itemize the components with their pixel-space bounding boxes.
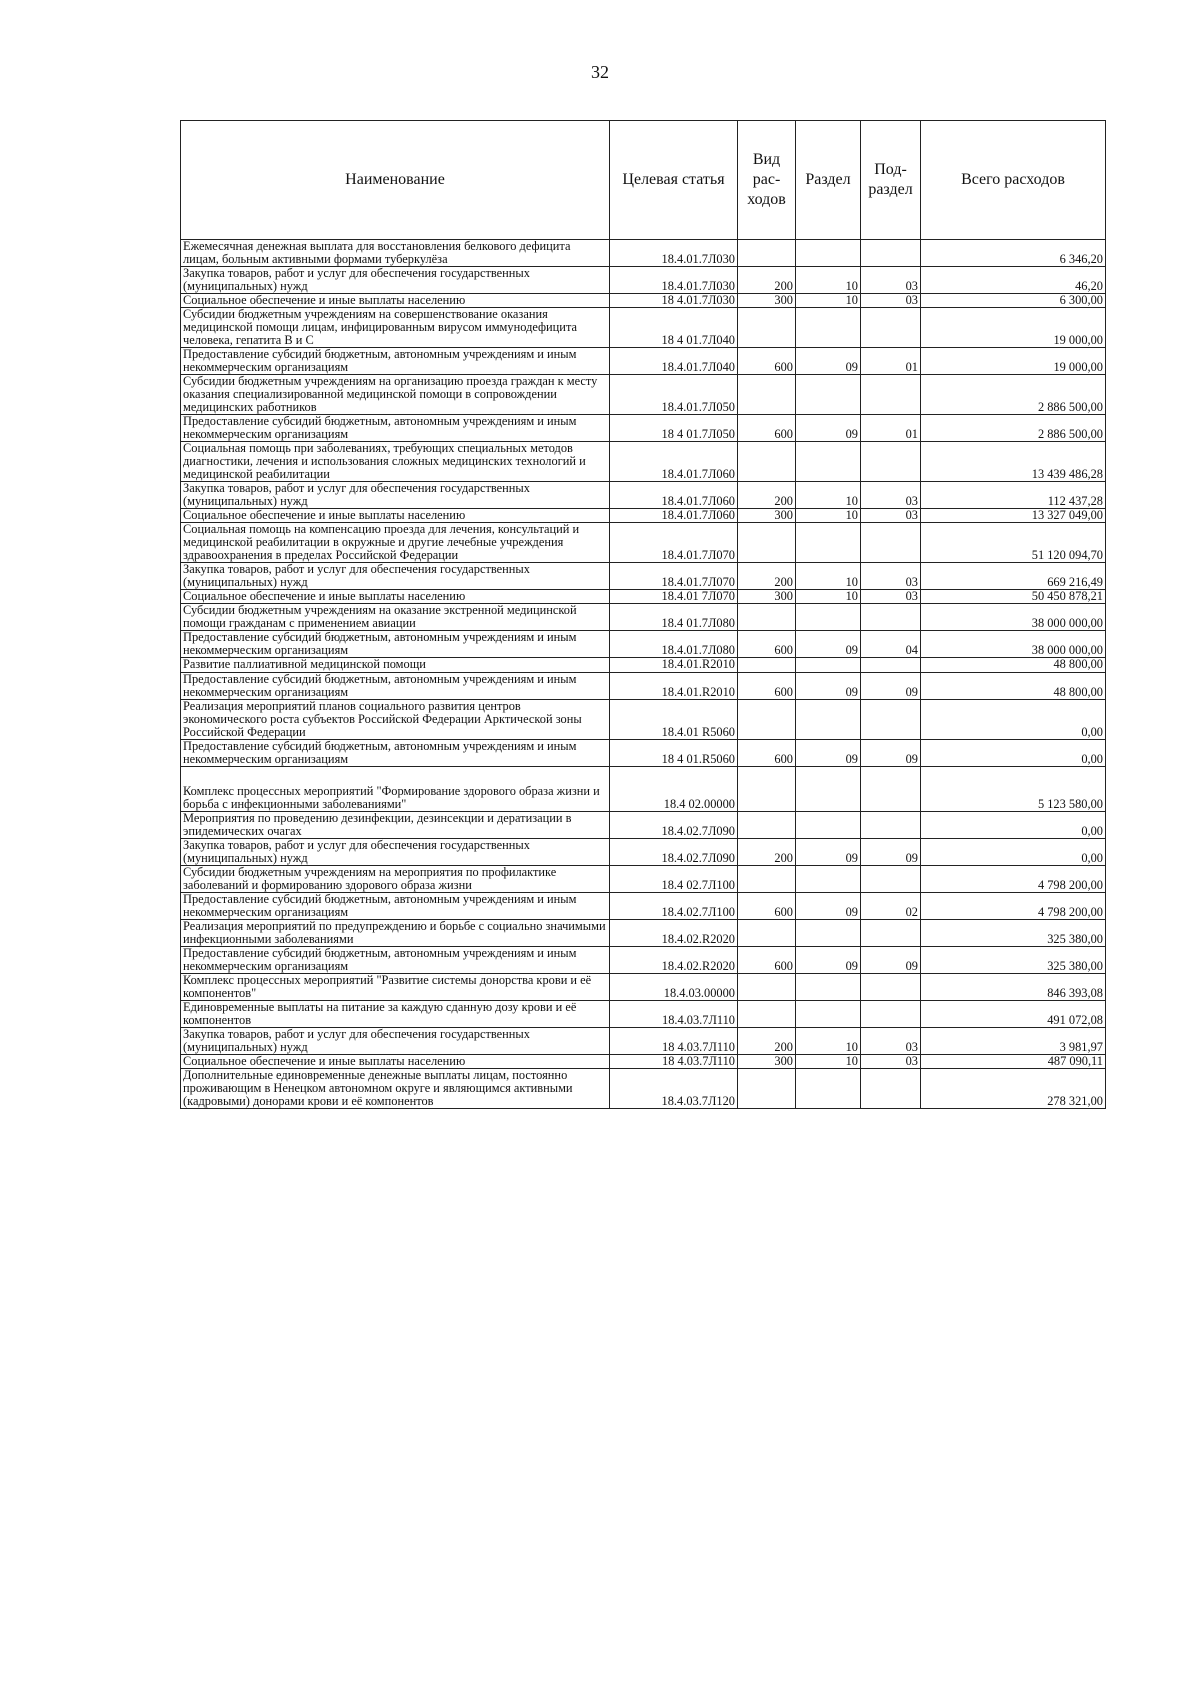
row-name-cell: Предоставление субсидий бюджетным, автономным учреждениям и иным некоммерческим организациям bbox=[181, 672, 610, 699]
table-row bbox=[181, 1054, 1106, 1068]
row-code-cell: 18.4.01.7Л060 bbox=[610, 482, 738, 509]
row-code-cell: 18.4 02.7Л100 bbox=[610, 865, 738, 892]
row-name-cell: Социальное обеспечение и иные выплаты населению bbox=[181, 294, 610, 308]
row-code-cell: 18 4.03.7Л110 bbox=[610, 1054, 738, 1068]
table-row bbox=[181, 699, 1106, 739]
table-header bbox=[181, 121, 1106, 240]
row-name-cell: Социальное обеспечение и иные выплаты населению bbox=[181, 509, 610, 523]
row-total-cell: 487 090,11 bbox=[921, 1054, 1106, 1068]
row-podrazdel-cell bbox=[861, 240, 921, 267]
table-row bbox=[181, 946, 1106, 973]
row-name-cell: Предоставление субсидий бюджетным, автономным учреждениям и иным некоммерческим организациям bbox=[181, 348, 610, 375]
row-name-cell: Социальное обеспечение и иные выплаты населению bbox=[181, 590, 610, 604]
row-code-cell: 18.4.01.7Л060 bbox=[610, 509, 738, 523]
row-vid-cell bbox=[738, 811, 796, 838]
row-vid-cell bbox=[738, 240, 796, 267]
row-razdel-cell bbox=[796, 973, 861, 1000]
row-razdel-cell: 09 bbox=[796, 348, 861, 375]
table-row bbox=[181, 240, 1106, 267]
header-vid-line3: ходов bbox=[747, 191, 786, 208]
row-razdel-cell bbox=[796, 919, 861, 946]
row-razdel-cell: 10 bbox=[796, 482, 861, 509]
row-vid-cell: 600 bbox=[738, 672, 796, 699]
row-razdel-cell bbox=[796, 699, 861, 739]
row-total-cell: 2 886 500,00 bbox=[921, 415, 1106, 442]
row-name-cell: Социальное обеспечение и иные выплаты населению bbox=[181, 1054, 610, 1068]
row-razdel-cell: 09 bbox=[796, 946, 861, 973]
row-name-cell: Предоставление субсидий бюджетным, автономным учреждениям и иным некоммерческим организациям bbox=[181, 946, 610, 973]
row-razdel-cell bbox=[796, 375, 861, 415]
table-body bbox=[181, 240, 1106, 1109]
row-total-cell: 0,00 bbox=[921, 739, 1106, 766]
table-row bbox=[181, 590, 1106, 604]
row-vid-cell: 600 bbox=[738, 946, 796, 973]
row-total-cell: 46,20 bbox=[921, 267, 1106, 294]
row-vid-cell: 600 bbox=[738, 739, 796, 766]
row-total-cell: 0,00 bbox=[921, 699, 1106, 739]
row-vid-cell bbox=[738, 375, 796, 415]
row-total-cell: 6 346,20 bbox=[921, 240, 1106, 267]
row-razdel-cell: 10 bbox=[796, 509, 861, 523]
row-name-cell: Закупка товаров, работ и услуг для обеспечения государственных (муниципальных) нужд bbox=[181, 838, 610, 865]
row-code-cell: 18 4 01.7Л040 bbox=[610, 308, 738, 348]
row-code-cell: 18.4.01.7Л040 bbox=[610, 348, 738, 375]
row-vid-cell: 600 bbox=[738, 348, 796, 375]
row-total-cell: 19 000,00 bbox=[921, 308, 1106, 348]
table-row bbox=[181, 1068, 1106, 1108]
row-code-cell: 18.4.02.R2020 bbox=[610, 946, 738, 973]
row-podrazdel-cell: 03 bbox=[861, 590, 921, 604]
row-vid-cell: 300 bbox=[738, 590, 796, 604]
row-razdel-cell bbox=[796, 240, 861, 267]
row-vid-cell bbox=[738, 523, 796, 563]
row-total-cell: 3 981,97 bbox=[921, 1027, 1106, 1054]
table-row bbox=[181, 563, 1106, 590]
row-podrazdel-cell bbox=[861, 973, 921, 1000]
table-row bbox=[181, 1027, 1106, 1054]
row-vid-cell bbox=[738, 919, 796, 946]
row-podrazdel-cell: 03 bbox=[861, 294, 921, 308]
header-podrazdel-line2: раздел bbox=[868, 181, 913, 198]
table-row bbox=[181, 482, 1106, 509]
row-code-cell: 18.4.01.7Л080 bbox=[610, 631, 738, 658]
row-name-cell: Субсидии бюджетным учреждениям на совершенствование оказания медицинской помощи лицам, инфицированным вирусом иммунодефицита человека, гепатита В и С bbox=[181, 308, 610, 348]
table-row bbox=[181, 838, 1106, 865]
header-total: Всего расходов bbox=[921, 121, 1106, 240]
row-total-cell: 38 000 000,00 bbox=[921, 604, 1106, 631]
row-total-cell: 325 380,00 bbox=[921, 946, 1106, 973]
row-razdel-cell: 09 bbox=[796, 892, 861, 919]
row-razdel-cell: 10 bbox=[796, 1054, 861, 1068]
row-podrazdel-cell bbox=[861, 523, 921, 563]
row-vid-cell: 300 bbox=[738, 1054, 796, 1068]
row-vid-cell: 200 bbox=[738, 482, 796, 509]
row-podrazdel-cell bbox=[861, 658, 921, 672]
row-name-cell: Реализация мероприятий по предупреждению и борьбе с социально значимыми инфекционными заболеваниями bbox=[181, 919, 610, 946]
table-row bbox=[181, 1000, 1106, 1027]
header-podrazdel-line1: Под- bbox=[874, 161, 907, 178]
row-total-cell: 19 000,00 bbox=[921, 348, 1106, 375]
row-vid-cell bbox=[738, 973, 796, 1000]
row-code-cell: 18 4 01.R5060 bbox=[610, 739, 738, 766]
table-row bbox=[181, 415, 1106, 442]
row-razdel-cell bbox=[796, 811, 861, 838]
row-total-cell: 38 000 000,00 bbox=[921, 631, 1106, 658]
row-code-cell: 18.4.02.R2020 bbox=[610, 919, 738, 946]
row-vid-cell bbox=[738, 1000, 796, 1027]
row-razdel-cell: 10 bbox=[796, 294, 861, 308]
table-row bbox=[181, 865, 1106, 892]
row-name-cell: Предоставление субсидий бюджетным, автономным учреждениям и иным некоммерческим организациям bbox=[181, 415, 610, 442]
row-code-cell: 18.4.02.7Л090 bbox=[610, 838, 738, 865]
row-vid-cell: 600 bbox=[738, 892, 796, 919]
row-razdel-cell: 10 bbox=[796, 1027, 861, 1054]
row-podrazdel-cell: 09 bbox=[861, 838, 921, 865]
header-vid bbox=[738, 121, 796, 240]
row-podrazdel-cell bbox=[861, 375, 921, 415]
row-razdel-cell bbox=[796, 523, 861, 563]
row-code-cell: 18.4.03.00000 bbox=[610, 973, 738, 1000]
budget-table bbox=[180, 120, 1106, 1109]
row-code-cell: 18.4.03.7Л110 bbox=[610, 1000, 738, 1027]
row-podrazdel-cell: 09 bbox=[861, 739, 921, 766]
table-row bbox=[181, 892, 1106, 919]
row-name-cell: Мероприятия по проведению дезинфекции, дезинсекции и дератизации в эпидемических очагах bbox=[181, 811, 610, 838]
table-row bbox=[181, 766, 1106, 811]
row-total-cell: 491 072,08 bbox=[921, 1000, 1106, 1027]
row-total-cell: 5 123 580,00 bbox=[921, 766, 1106, 811]
row-podrazdel-cell: 03 bbox=[861, 482, 921, 509]
row-vid-cell: 200 bbox=[738, 1027, 796, 1054]
row-vid-cell: 200 bbox=[738, 838, 796, 865]
row-podrazdel-cell bbox=[861, 1000, 921, 1027]
row-podrazdel-cell bbox=[861, 811, 921, 838]
row-razdel-cell bbox=[796, 865, 861, 892]
row-code-cell: 18.4.01.7Л050 bbox=[610, 375, 738, 415]
row-name-cell: Закупка товаров, работ и услуг для обеспечения государственных (муниципальных) нужд bbox=[181, 1027, 610, 1054]
row-code-cell: 18.4.01 R5060 bbox=[610, 699, 738, 739]
row-code-cell: 18 4.01.7Л030 bbox=[610, 294, 738, 308]
row-total-cell: 0,00 bbox=[921, 838, 1106, 865]
row-razdel-cell: 09 bbox=[796, 838, 861, 865]
row-podrazdel-cell: 03 bbox=[861, 563, 921, 590]
table-row bbox=[181, 523, 1106, 563]
row-podrazdel-cell: 02 bbox=[861, 892, 921, 919]
row-name-cell: Дополнительные единовременные денежные выплаты лицам, постоянно проживающим в Ненецком автономном округе и являющимся активными (кадровыми) донорами крови и её компонентов bbox=[181, 1068, 610, 1108]
row-podrazdel-cell: 01 bbox=[861, 415, 921, 442]
row-podrazdel-cell bbox=[861, 604, 921, 631]
row-total-cell: 278 321,00 bbox=[921, 1068, 1106, 1108]
header-podrazdel bbox=[861, 121, 921, 240]
row-podrazdel-cell bbox=[861, 699, 921, 739]
row-code-cell: 18.4.03.7Л120 bbox=[610, 1068, 738, 1108]
row-name-cell: Предоставление субсидий бюджетным, автономным учреждениям и иным некоммерческим организациям bbox=[181, 739, 610, 766]
row-podrazdel-cell: 09 bbox=[861, 946, 921, 973]
table-row bbox=[181, 919, 1106, 946]
row-code-cell: 18.4.01.7Л030 bbox=[610, 240, 738, 267]
row-podrazdel-cell bbox=[861, 865, 921, 892]
row-total-cell: 4 798 200,00 bbox=[921, 865, 1106, 892]
row-podrazdel-cell: 09 bbox=[861, 672, 921, 699]
row-code-cell: 18.4.01.7Л030 bbox=[610, 267, 738, 294]
row-name-cell: Единовременные выплаты на питание за каждую сданную дозу крови и её компонентов bbox=[181, 1000, 610, 1027]
row-code-cell: 18.4.02.7Л090 bbox=[610, 811, 738, 838]
row-podrazdel-cell bbox=[861, 308, 921, 348]
row-vid-cell: 300 bbox=[738, 294, 796, 308]
row-vid-cell bbox=[738, 699, 796, 739]
row-podrazdel-cell: 03 bbox=[861, 509, 921, 523]
row-name-cell: Закупка товаров, работ и услуг для обеспечения государственных (муниципальных) нужд bbox=[181, 563, 610, 590]
row-podrazdel-cell bbox=[861, 1068, 921, 1108]
row-razdel-cell: 09 bbox=[796, 739, 861, 766]
row-total-cell: 13 327 049,00 bbox=[921, 509, 1106, 523]
row-podrazdel-cell: 04 bbox=[861, 631, 921, 658]
header-vid-line1: Вид bbox=[752, 151, 781, 168]
table-row bbox=[181, 509, 1106, 523]
table-row bbox=[181, 658, 1106, 672]
row-vid-cell: 600 bbox=[738, 415, 796, 442]
row-name-cell: Закупка товаров, работ и услуг для обеспечения государственных (муниципальных) нужд bbox=[181, 267, 610, 294]
row-razdel-cell: 09 bbox=[796, 415, 861, 442]
row-vid-cell bbox=[738, 1068, 796, 1108]
header-name: Наименование bbox=[181, 121, 610, 240]
row-total-cell: 0,00 bbox=[921, 811, 1106, 838]
row-code-cell: 18.4 02.00000 bbox=[610, 766, 738, 811]
row-total-cell: 13 439 486,28 bbox=[921, 442, 1106, 482]
row-name-cell: Ежемесячная денежная выплата для восстановления белкового дефицита лицам, больным активными формами туберкулёза bbox=[181, 240, 610, 267]
row-razdel-cell bbox=[796, 766, 861, 811]
row-code-cell: 18 4 01.7Л050 bbox=[610, 415, 738, 442]
row-vid-cell bbox=[738, 865, 796, 892]
table-row bbox=[181, 348, 1106, 375]
row-razdel-cell bbox=[796, 308, 861, 348]
row-razdel-cell bbox=[796, 1068, 861, 1108]
row-razdel-cell bbox=[796, 658, 861, 672]
row-name-cell: Социальная помощь на компенсацию проезда для лечения, консультаций и медицинской реабилитации в окружные и другие лечебные учреждения здравоохранения в пределах Российской Федерации bbox=[181, 523, 610, 563]
table-row bbox=[181, 672, 1106, 699]
row-code-cell: 18.4.01.7Л070 bbox=[610, 563, 738, 590]
row-razdel-cell: 10 bbox=[796, 563, 861, 590]
row-name-cell: Предоставление субсидий бюджетным, автономным учреждениям и иным некоммерческим организациям bbox=[181, 631, 610, 658]
page-number: 32 bbox=[591, 62, 609, 82]
table-row bbox=[181, 739, 1106, 766]
row-razdel-cell: 09 bbox=[796, 631, 861, 658]
row-code-cell: 18.4.01.7Л070 bbox=[610, 523, 738, 563]
row-vid-cell: 200 bbox=[738, 267, 796, 294]
table-row bbox=[181, 267, 1106, 294]
table-row bbox=[181, 811, 1106, 838]
header-target: Целевая статья bbox=[610, 121, 738, 240]
row-razdel-cell bbox=[796, 1000, 861, 1027]
row-vid-cell: 200 bbox=[738, 563, 796, 590]
row-vid-cell bbox=[738, 766, 796, 811]
row-total-cell: 4 798 200,00 bbox=[921, 892, 1106, 919]
row-vid-cell: 600 bbox=[738, 631, 796, 658]
row-code-cell: 18.4.01.7Л060 bbox=[610, 442, 738, 482]
row-vid-cell: 300 bbox=[738, 509, 796, 523]
table-row bbox=[181, 442, 1106, 482]
row-code-cell: 18.4.01 7Л070 bbox=[610, 590, 738, 604]
row-vid-cell bbox=[738, 604, 796, 631]
table-row bbox=[181, 375, 1106, 415]
row-razdel-cell bbox=[796, 442, 861, 482]
row-razdel-cell: 10 bbox=[796, 590, 861, 604]
row-total-cell: 48 800,00 bbox=[921, 658, 1106, 672]
header-vid-line2: рас- bbox=[752, 171, 781, 188]
row-podrazdel-cell bbox=[861, 919, 921, 946]
row-total-cell: 112 437,28 bbox=[921, 482, 1106, 509]
table-row bbox=[181, 294, 1106, 308]
table-row bbox=[181, 308, 1106, 348]
row-code-cell: 18 4.03.7Л110 bbox=[610, 1027, 738, 1054]
header-razdel: Раздел bbox=[796, 121, 861, 240]
row-podrazdel-cell bbox=[861, 766, 921, 811]
row-podrazdel-cell bbox=[861, 442, 921, 482]
row-total-cell: 51 120 094,70 bbox=[921, 523, 1106, 563]
row-name-cell: Комплекс процессных мероприятий "Развитие системы донорства крови и её компонентов" bbox=[181, 973, 610, 1000]
row-code-cell: 18.4.01.R2010 bbox=[610, 672, 738, 699]
row-total-cell: 325 380,00 bbox=[921, 919, 1106, 946]
row-total-cell: 2 886 500,00 bbox=[921, 375, 1106, 415]
row-name-cell: Закупка товаров, работ и услуг для обеспечения государственных (муниципальных) нужд bbox=[181, 482, 610, 509]
row-name-cell: Реализация мероприятий планов социального развития центров экономического роста субъектов Российской Федерации Арктической зоны Российской Федерации bbox=[181, 699, 610, 739]
row-vid-cell bbox=[738, 308, 796, 348]
row-name-cell: Развитие паллиативной медицинской помощи bbox=[181, 658, 610, 672]
row-code-cell: 18.4.02.7Л100 bbox=[610, 892, 738, 919]
row-podrazdel-cell: 01 bbox=[861, 348, 921, 375]
row-name-cell: Субсидии бюджетным учреждениям на организацию проезда граждан к месту оказания специализированной медицинской помощи в сопровождении медицинских работников bbox=[181, 375, 610, 415]
row-name-cell: Субсидии бюджетным учреждениям на оказание экстренной медицинской помощи гражданам с применением авиации bbox=[181, 604, 610, 631]
row-razdel-cell: 09 bbox=[796, 672, 861, 699]
row-total-cell: 669 216,49 bbox=[921, 563, 1106, 590]
row-vid-cell bbox=[738, 442, 796, 482]
row-name-cell: Социальная помощь при заболеваниях, требующих специальных методов диагностики, лечения и использования сложных медицинских технологий и медицинской реабилитации bbox=[181, 442, 610, 482]
table-row bbox=[181, 631, 1106, 658]
row-name-cell: Комплекс процессных мероприятий "Формирование здорового образа жизни и борьба с инфекционными заболеваниями" bbox=[181, 766, 610, 811]
row-podrazdel-cell: 03 bbox=[861, 267, 921, 294]
row-razdel-cell bbox=[796, 604, 861, 631]
table-row bbox=[181, 973, 1106, 1000]
row-name-cell: Предоставление субсидий бюджетным, автономным учреждениям и иным некоммерческим организациям bbox=[181, 892, 610, 919]
row-total-cell: 846 393,08 bbox=[921, 973, 1106, 1000]
row-code-cell: 18.4.01.R2010 bbox=[610, 658, 738, 672]
row-total-cell: 6 300,00 bbox=[921, 294, 1106, 308]
row-total-cell: 48 800,00 bbox=[921, 672, 1106, 699]
row-total-cell: 50 450 878,21 bbox=[921, 590, 1106, 604]
row-vid-cell bbox=[738, 658, 796, 672]
row-razdel-cell: 10 bbox=[796, 267, 861, 294]
row-podrazdel-cell: 03 bbox=[861, 1027, 921, 1054]
row-code-cell: 18.4 01.7Л080 bbox=[610, 604, 738, 631]
row-podrazdel-cell: 03 bbox=[861, 1054, 921, 1068]
row-name-cell: Субсидии бюджетным учреждениям на мероприятия по профилактике заболеваний и формированию здорового образа жизни bbox=[181, 865, 610, 892]
table-row bbox=[181, 604, 1106, 631]
